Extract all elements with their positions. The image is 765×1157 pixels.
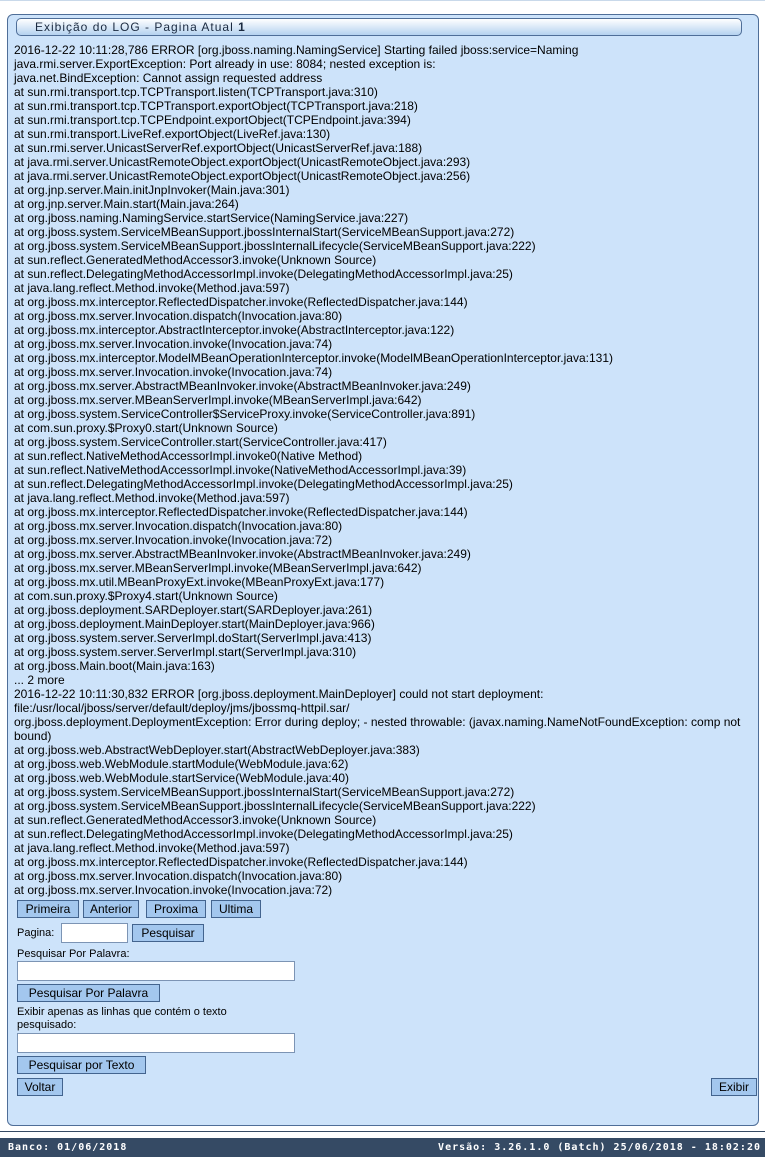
current-page-number: 1 [238, 20, 246, 34]
log-line: at sun.reflect.GeneratedMethodAccessor3.invoke(Unknown Source) [14, 813, 377, 827]
log-line: at sun.rmi.transport.tcp.TCPTransport.listen(TCPTransport.java:310) [14, 85, 378, 99]
log-line: at org.jboss.system.ServiceController$ServiceProxy.invoke(ServiceController.java:891) [14, 407, 476, 421]
log-line: at java.rmi.server.UnicastRemoteObject.exportObject(UnicastRemoteObject.java:256) [14, 169, 471, 183]
log-line: at org.jboss.system.ServiceMBeanSupport.jbossInternalLifecycle(ServiceMBeanSupport.java:222) [14, 799, 536, 813]
log-line: at sun.reflect.NativeMethodAccessorImpl.invoke0(Native Method) [14, 449, 363, 463]
log-line: at org.jboss.system.ServiceMBeanSupport.jbossInternalStart(ServiceMBeanSupport.java:272) [14, 785, 515, 799]
log-line: at sun.rmi.transport.tcp.TCPEndpoint.exportObject(TCPEndpoint.java:394) [14, 113, 411, 127]
log-line: at org.jboss.system.ServiceController.start(ServiceController.java:417) [14, 435, 387, 449]
log-line: at org.jboss.mx.server.MBeanServerImpl.invoke(MBeanServerImpl.java:642) [14, 393, 422, 407]
log-line: at org.jboss.mx.server.Invocation.invoke(Invocation.java:74) [14, 337, 333, 351]
log-line: at org.jboss.web.WebModule.startModule(WebModule.java:62) [14, 757, 349, 771]
log-line: at org.jboss.mx.server.MBeanServerImpl.invoke(MBeanServerImpl.java:642) [14, 561, 422, 575]
log-line: 2016-12-22 10:11:30,832 ERROR [org.jboss.deployment.MainDeployer] could not start deployment: [14, 687, 544, 701]
database-date: Banco: 01/06/2018 [8, 1142, 128, 1153]
log-line: at com.sun.proxy.$Proxy4.start(Unknown Source) [14, 589, 278, 603]
text-filter-label-continued: pesquisado: [17, 1019, 77, 1031]
log-line: file:/usr/local/jboss/server/default/deploy/jms/jbossmq-httpil.sar/ [14, 701, 350, 715]
log-line: at org.jboss.system.ServiceMBeanSupport.jbossInternalLifecycle(ServiceMBeanSupport.java:222) [14, 239, 536, 253]
page-input[interactable] [61, 923, 128, 943]
log-line: at org.jboss.web.AbstractWebDeployer.start(AbstractWebDeployer.java:383) [14, 743, 420, 757]
version-info: Versão: 3.26.1.0 (Batch) 25/06/2018 - 18:02:20 [438, 1142, 761, 1153]
log-line: at org.jboss.mx.server.Invocation.invoke(Invocation.java:72) [14, 533, 333, 547]
top-divider [0, 0, 765, 1]
log-line: at org.jboss.mx.server.Invocation.invoke(Invocation.java:74) [14, 365, 333, 379]
word-search-input[interactable] [17, 961, 295, 981]
log-line: org.jboss.deployment.DeploymentException: Error during deploy; - nested throwable: (javax.naming.NameNotFoundException: comp not [14, 715, 741, 729]
last-page-button[interactable]: Ultima [211, 900, 261, 918]
log-line: java.net.BindException: Cannot assign requested address [14, 71, 323, 85]
log-line: at org.jboss.system.server.ServerImpl.doStart(ServerImpl.java:413) [14, 631, 372, 645]
log-line: at org.jboss.mx.server.AbstractMBeanInvoker.invoke(AbstractMBeanInvoker.java:249) [14, 379, 471, 393]
log-line: at com.sun.proxy.$Proxy0.start(Unknown Source) [14, 421, 278, 435]
log-line: at org.jnp.server.Main.start(Main.java:264) [14, 197, 239, 211]
log-line: at org.jboss.system.ServiceMBeanSupport.jbossInternalStart(ServiceMBeanSupport.java:272) [14, 225, 515, 239]
log-line: at org.jboss.system.server.ServerImpl.start(ServerImpl.java:310) [14, 645, 357, 659]
log-line: at org.jboss.mx.interceptor.ModelMBeanOperationInterceptor.invoke(ModelMBeanOperationInterceptor.java:131) [14, 351, 613, 365]
log-line: at org.jboss.mx.server.Invocation.dispatch(Invocation.java:80) [14, 519, 343, 533]
log-line: at org.jboss.mx.server.Invocation.invoke(Invocation.java:72) [14, 883, 333, 897]
bottom-divider [0, 1131, 765, 1132]
log-line: at org.jboss.mx.interceptor.AbstractInterceptor.invoke(AbstractInterceptor.java:122) [14, 323, 455, 337]
word-search-button[interactable]: Pesquisar Por Palavra [17, 984, 160, 1002]
log-line: at org.jboss.mx.interceptor.ReflectedDispatcher.invoke(ReflectedDispatcher.java:144) [14, 295, 468, 309]
log-line: at java.lang.reflect.Method.invoke(Method.java:597) [14, 841, 290, 855]
log-line: ... 2 more [14, 673, 65, 687]
log-line: at sun.rmi.server.UnicastServerRef.exportObject(UnicastServerRef.java:188) [14, 141, 423, 155]
panel-title [16, 18, 742, 36]
log-line: at org.jboss.mx.interceptor.ReflectedDispatcher.invoke(ReflectedDispatcher.java:144) [14, 505, 468, 519]
log-line: at sun.rmi.transport.tcp.TCPTransport.exportObject(TCPTransport.java:218) [14, 99, 418, 113]
log-content [14, 43, 748, 897]
log-line: at java.rmi.server.UnicastRemoteObject.exportObject(UnicastRemoteObject.java:293) [14, 155, 471, 169]
panel-title-text: Exibição do LOG - Pagina Atual [35, 20, 234, 34]
log-line: at sun.rmi.transport.LiveRef.exportObject(LiveRef.java:130) [14, 127, 331, 141]
log-line: at sun.reflect.DelegatingMethodAccessorImpl.invoke(DelegatingMethodAccessorImpl.java:25) [14, 267, 513, 281]
log-line: at org.jboss.Main.boot(Main.java:163) [14, 659, 215, 673]
log-line: at sun.reflect.NativeMethodAccessorImpl.invoke(NativeMethodAccessorImpl.java:39) [14, 463, 467, 477]
log-line: at sun.reflect.GeneratedMethodAccessor3.invoke(Unknown Source) [14, 253, 377, 267]
first-page-button[interactable]: Primeira [17, 900, 79, 918]
log-line: bound) [14, 729, 52, 743]
next-page-button[interactable]: Proxima [146, 900, 206, 918]
back-button[interactable]: Voltar [17, 1078, 63, 1096]
log-line: at sun.reflect.DelegatingMethodAccessorImpl.invoke(DelegatingMethodAccessorImpl.java:25) [14, 827, 513, 841]
text-filter-input[interactable] [17, 1033, 295, 1053]
log-panel [7, 14, 759, 1126]
page-search-button[interactable]: Pesquisar [132, 924, 204, 942]
previous-page-button[interactable]: Anterior [83, 900, 139, 918]
log-line: java.rmi.server.ExportException: Port already in use: 8084; nested exception is: [14, 57, 436, 71]
log-line: at java.lang.reflect.Method.invoke(Method.java:597) [14, 491, 290, 505]
log-line: at org.jboss.deployment.SARDeployer.start(SARDeployer.java:261) [14, 603, 373, 617]
word-search-label: Pesquisar Por Palavra: [17, 948, 130, 960]
status-footer [0, 1138, 765, 1157]
log-line: at org.jboss.web.WebModule.startService(WebModule.java:40) [14, 771, 350, 785]
log-line: at org.jnp.server.Main.initJnpInvoker(Main.java:301) [14, 183, 290, 197]
log-line: at org.jboss.mx.util.MBeanProxyExt.invoke(MBeanProxyExt.java:177) [14, 575, 385, 589]
log-line: at sun.reflect.DelegatingMethodAccessorImpl.invoke(DelegatingMethodAccessorImpl.java:25) [14, 477, 513, 491]
page-label: Pagina: [17, 927, 55, 939]
log-line: at org.jboss.deployment.MainDeployer.start(MainDeployer.java:966) [14, 617, 375, 631]
log-line: at org.jboss.naming.NamingService.startService(NamingService.java:227) [14, 211, 409, 225]
log-line: at org.jboss.mx.server.Invocation.dispatch(Invocation.java:80) [14, 309, 343, 323]
log-line: at org.jboss.mx.server.Invocation.dispatch(Invocation.java:80) [14, 869, 343, 883]
log-line: at org.jboss.mx.server.AbstractMBeanInvoker.invoke(AbstractMBeanInvoker.java:249) [14, 547, 471, 561]
show-button[interactable]: Exibir [711, 1078, 757, 1096]
log-line: at java.lang.reflect.Method.invoke(Method.java:597) [14, 281, 290, 295]
text-filter-button[interactable]: Pesquisar por Texto [17, 1056, 146, 1074]
log-line: 2016-12-22 10:11:28,786 ERROR [org.jboss.naming.NamingService] Starting failed jboss:service=Naming [14, 43, 579, 57]
text-filter-label: Exibir apenas as linhas que contém o texto [17, 1006, 227, 1018]
log-line: at org.jboss.mx.interceptor.ReflectedDispatcher.invoke(ReflectedDispatcher.java:144) [14, 855, 468, 869]
